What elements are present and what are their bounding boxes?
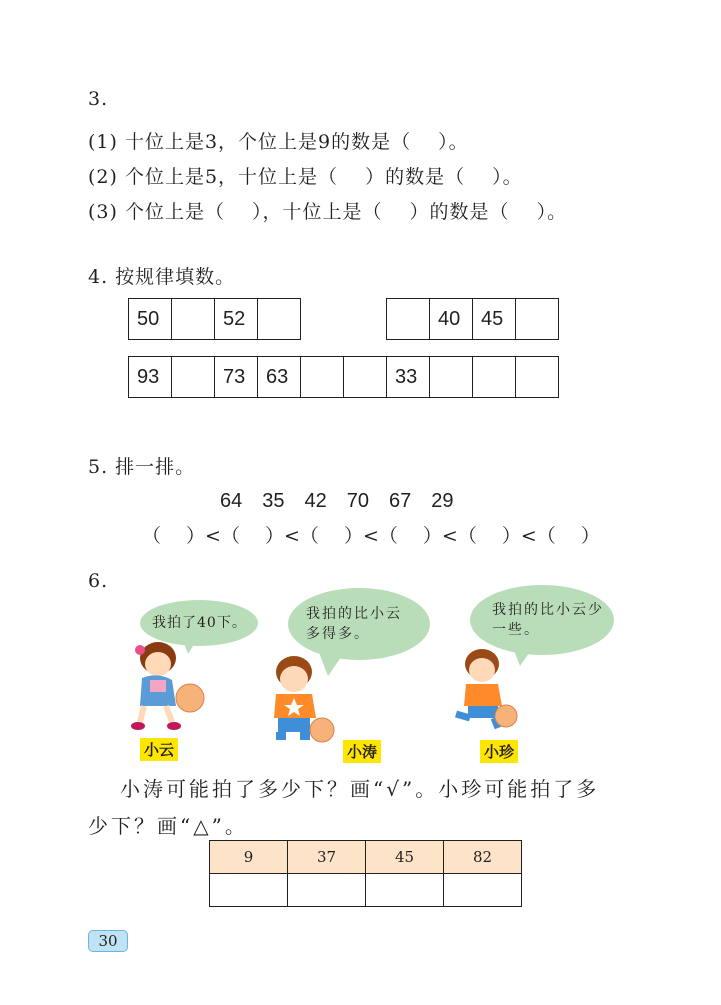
- answer-cell[interactable]: [444, 874, 522, 907]
- option-cell: 82: [444, 841, 522, 874]
- answer-cell[interactable]: [210, 874, 288, 907]
- q5-numbers: 64 35 42 70 67 29: [220, 490, 454, 512]
- name-tag-xiaoyun: 小云: [140, 738, 178, 761]
- q4-row2-table: [128, 356, 559, 398]
- q4-cell[interactable]: [387, 299, 430, 340]
- q4-cell: 52: [215, 299, 258, 340]
- q4-cell[interactable]: [344, 357, 387, 398]
- speech-bubble-2-text: 我拍的比小云多得多。: [306, 606, 402, 642]
- q4-cell[interactable]: [258, 299, 301, 340]
- q4-cell: 45: [473, 299, 516, 340]
- q3-line-2: (2) 个位上是5，十位上是（ ）的数是（ ）。: [88, 166, 523, 188]
- q6-question-line-2: 少下？画“△”。: [88, 814, 248, 838]
- option-cell: 9: [210, 841, 288, 874]
- q5-sequence: （ ）<（ ）<（ ）<（ ）<（ ）<（ ）: [142, 525, 600, 547]
- q3-heading: 3.: [88, 88, 109, 110]
- q4-cell[interactable]: [473, 357, 516, 398]
- option-cell: 37: [288, 841, 366, 874]
- q5-heading: 5. 排一排。: [88, 456, 196, 478]
- q3-line-1: (1) 十位上是3，个位上是9的数是（ ）。: [88, 131, 469, 153]
- q6-answer-table: [209, 840, 522, 907]
- q4-cell: 33: [387, 357, 430, 398]
- option-cell: 45: [366, 841, 444, 874]
- speech-bubble-1-text: 我拍了40下。: [152, 615, 247, 631]
- q6-heading: 6.: [88, 570, 109, 592]
- name-tag-xiaotao: 小涛: [343, 740, 381, 763]
- q6-question-line-1: 小涛可能拍了多少下？画“√”。小珍可能拍了多: [120, 777, 600, 801]
- q4-cell[interactable]: [172, 357, 215, 398]
- answer-cell[interactable]: [288, 874, 366, 907]
- q4-heading: 4. 按规律填数。: [88, 266, 236, 288]
- q4-row1-right-table: [386, 298, 559, 340]
- q4-row1-left-table: [128, 298, 301, 340]
- q4-cell[interactable]: [301, 357, 344, 398]
- boy-xiaozhen-illustration: [448, 644, 528, 734]
- q4-cell: 63: [258, 357, 301, 398]
- q4-cell: 40: [430, 299, 473, 340]
- page-number: 30: [88, 930, 128, 952]
- boy-xiaotao-illustration: [264, 652, 344, 748]
- speech-bubble-3-text: 我拍的比小云少一些。: [492, 602, 604, 638]
- name-tag-xiaozhen: 小珍: [480, 740, 518, 763]
- q4-cell: 93: [129, 357, 172, 398]
- q4-cell[interactable]: [430, 357, 473, 398]
- answer-cell[interactable]: [366, 874, 444, 907]
- q3-line-3: (3) 个位上是（ ），十位上是（ ）的数是（ ）。: [88, 201, 568, 223]
- q4-cell[interactable]: [516, 357, 559, 398]
- girl-bouncing-ball-illustration: [120, 636, 220, 736]
- q4-cell[interactable]: [516, 299, 559, 340]
- q4-cell: 73: [215, 357, 258, 398]
- q4-cell[interactable]: [172, 299, 215, 340]
- q4-cell: 50: [129, 299, 172, 340]
